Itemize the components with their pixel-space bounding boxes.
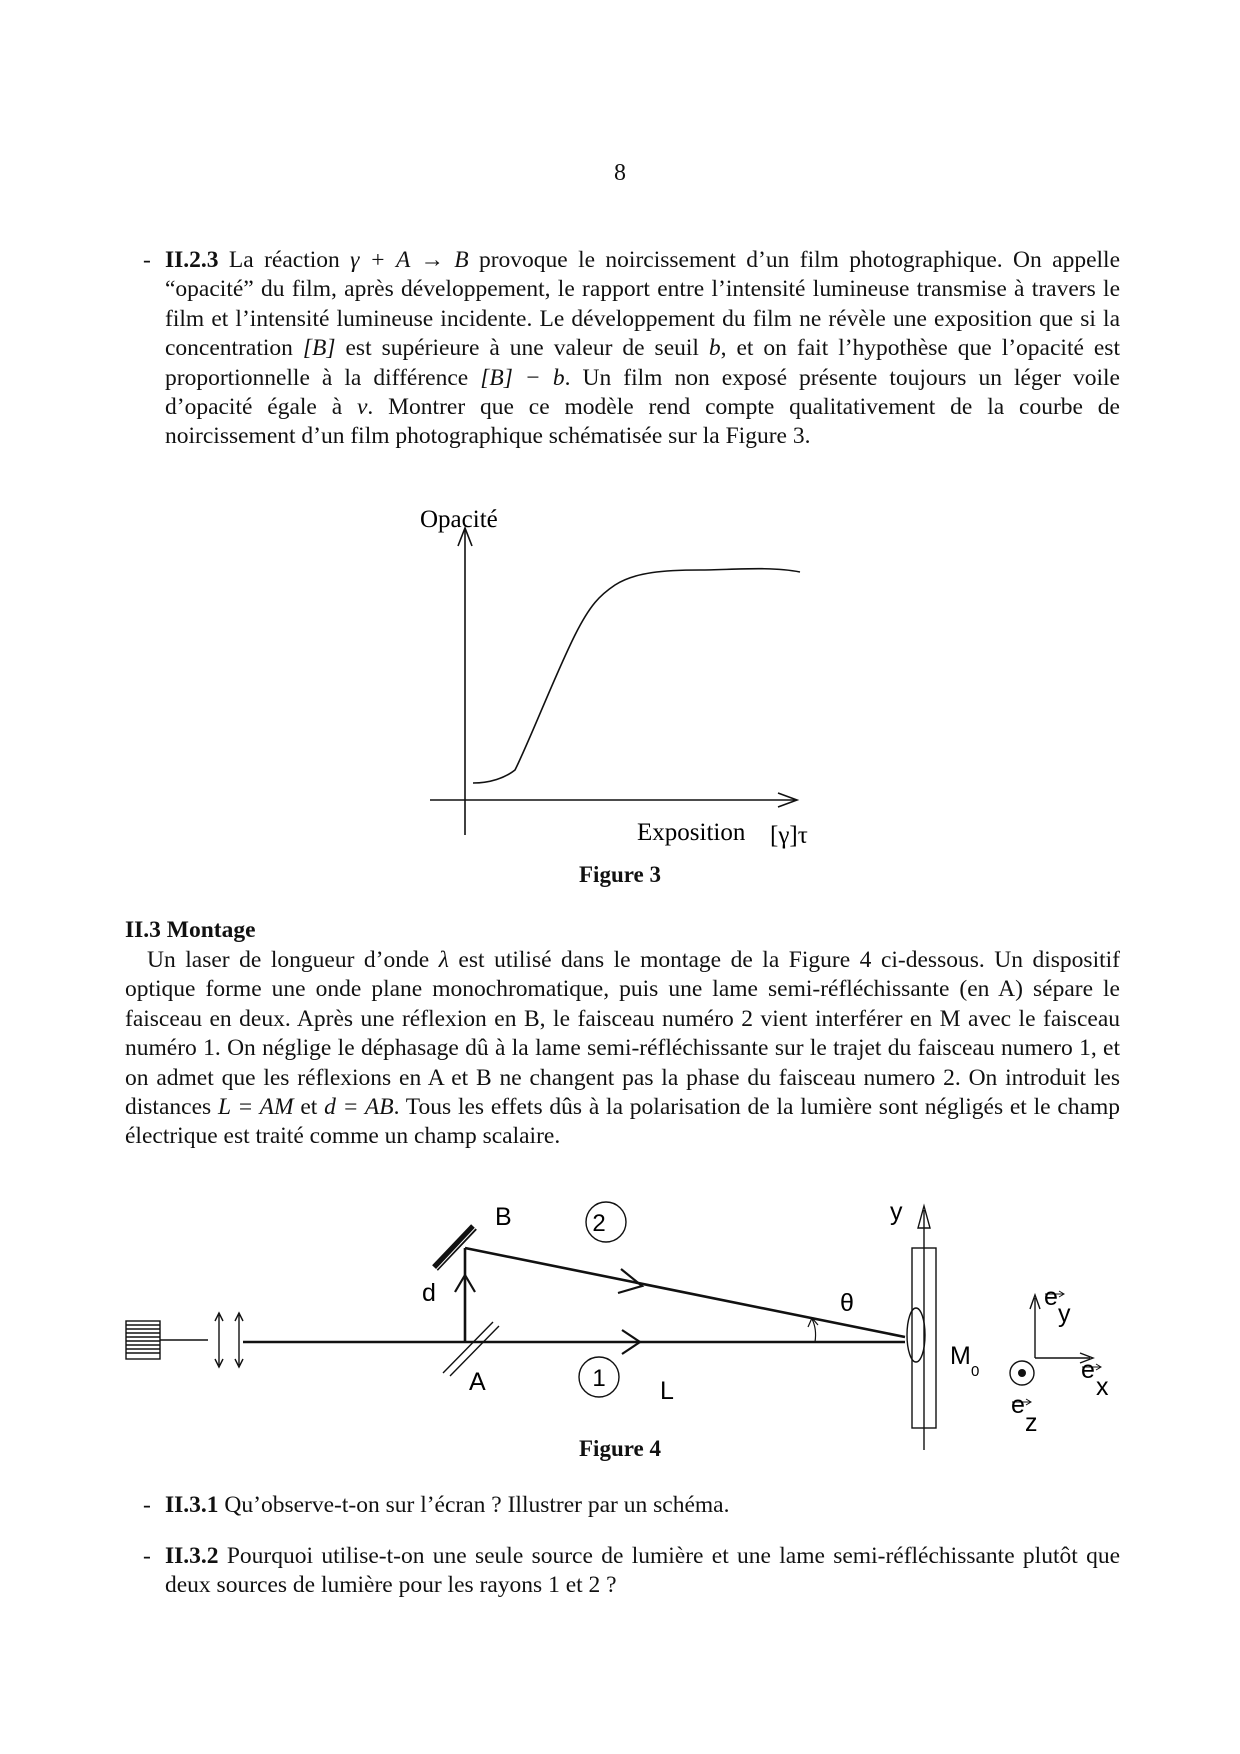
label-y: y <box>890 1198 903 1226</box>
page-number: 8 <box>614 160 626 186</box>
lens-pair <box>215 1313 243 1367</box>
label-b: B <box>495 1203 512 1231</box>
figure-4-caption: Figure 4 <box>579 1436 661 1461</box>
section-body: Un laser de longueur d’onde λ est utilisé dans le montage de la Figure 4 ci-dessous. Un dispositif optique forme une onde plane monochromatique, puis une lame semi-réfléchissante (en A) sépare le faisceau en deux. Après une réflexion en B, le faisceau numéro 2 vient interférer en M avec le faisceau numéro 1. On néglige le déphasage dû à la lame semi-réfléchissante sur le trajet du faisceau numero 1, et on admet que les réflexions en A et B ne changent pas la phase du faisceau numero 2. On introduit les distances L = AM et d = AB. Tous les effets dûs à la polarisation de la lumière sont négligés et le champ électrique est traité comme un champ scalaire. <box>125 947 1121 1150</box>
equation: γ + A → B <box>350 247 469 273</box>
beam-1-number: 1 <box>592 1365 606 1392</box>
label-m: M <box>950 1342 971 1370</box>
x-axis-unit: [γ]τ <box>770 822 808 849</box>
equation: λ <box>438 947 449 973</box>
section-heading: II.3 Montage <box>125 917 256 943</box>
blackening-curve <box>473 569 800 783</box>
question-label: II.2.3 <box>165 247 219 273</box>
figure-3-caption: Figure 3 <box>579 862 661 887</box>
equation: [B] <box>302 335 336 362</box>
question-ii-3-1: - II.3.1 Qu’observe-t-on sur l’écran ? Illustrer par un schéma. <box>143 1492 730 1518</box>
question-ii-3-2: - II.3.2 Pourquoi utilise-t-on une seule source de lumière et une lame semi-réfléchissante plutôt que deux sources de lumière pour les rayons 1 et 2 ? <box>143 1543 1120 1599</box>
figure-4-diagram <box>0 1180 1240 1450</box>
question-label: II.3.1 <box>165 1492 219 1518</box>
equation: [B] − b <box>480 364 565 391</box>
x-axis-label: Exposition <box>637 819 746 846</box>
ex-label: e <box>1081 1356 1095 1384</box>
question-label: II.3.2 <box>165 1543 219 1569</box>
ez-label: e <box>1011 1391 1025 1419</box>
equation: L = AM <box>217 1094 294 1121</box>
screen-point-m <box>907 1308 925 1362</box>
ey-subscript: y <box>1058 1300 1071 1328</box>
equation: b <box>708 335 721 362</box>
equation: d = AB <box>324 1094 394 1121</box>
beam-splitter <box>443 1322 493 1373</box>
ez-dot <box>1018 1369 1026 1377</box>
equation: v <box>356 394 368 421</box>
label-d: d <box>422 1279 436 1307</box>
beam-2-number: 2 <box>592 1210 606 1237</box>
label-l: L <box>660 1377 674 1405</box>
label-a: A <box>469 1368 486 1396</box>
y-axis-label: Opacité <box>420 506 498 533</box>
laser-source <box>126 1321 160 1359</box>
question-ii-2-3: - II.2.3 La réaction γ + A → B provoque le noircissement d’un film photographique. On appelle “opacité” du film, après développement, le rapport entre l’intensité lumineuse transmise à travers le film et l’intensité lumineuse incidente. Le développement du film ne révèle une exposition que si la concentration [B] est supérieure à une valeur de seuil b, et on fait l’hypothèse que l’opacité est proportionnelle à la différence [B] − b. Un film non exposé présente toujours un léger voile d’opacité égale à v. Montrer que ce modèle rend compte qualitativement de la courbe de noircissement d’un film photographique schématisée sur la Figure 3. <box>143 247 1120 450</box>
beam-2 <box>465 1248 905 1337</box>
ez-subscript: z <box>1025 1409 1038 1437</box>
ex-subscript: x <box>1096 1373 1109 1401</box>
label-theta: θ <box>840 1289 854 1317</box>
ey-label: e <box>1044 1283 1058 1311</box>
label-m-subscript: 0 <box>971 1363 980 1380</box>
